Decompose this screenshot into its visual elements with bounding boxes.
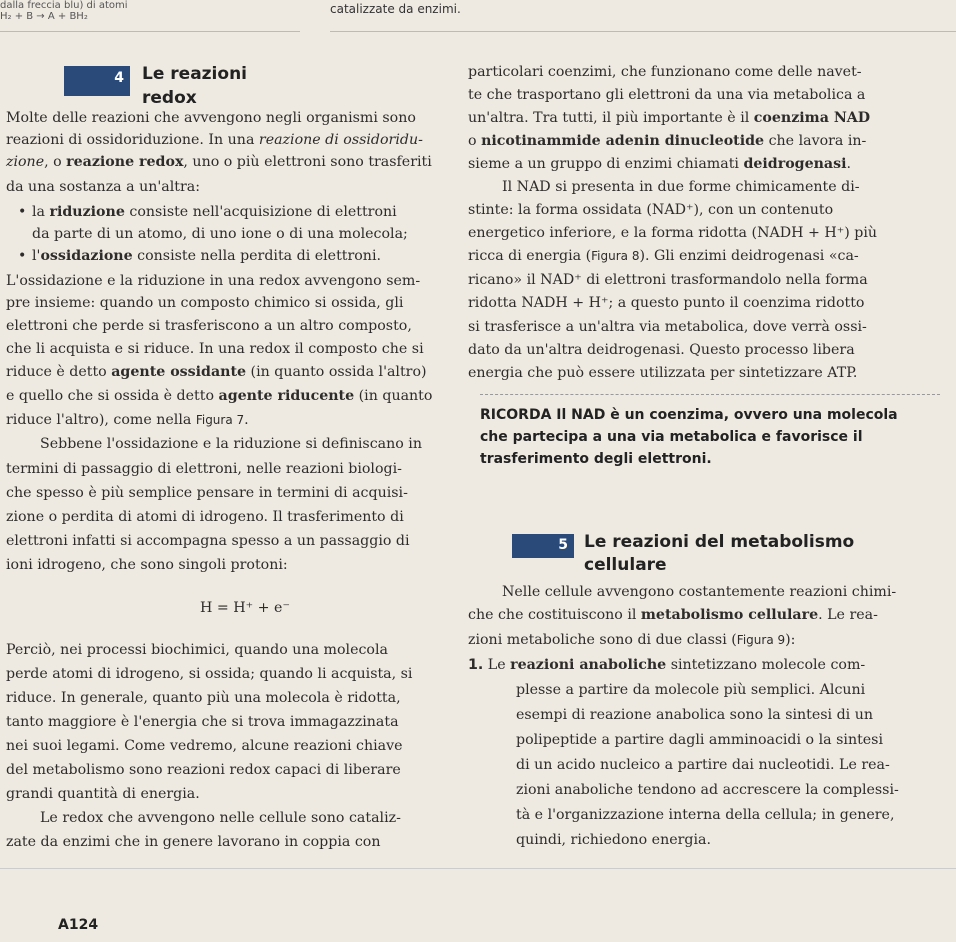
top-left-fragment — [0, 0, 128, 22]
section-number-badge: 4 — [64, 66, 130, 96]
paragraph-line: stinte: la forma ossidata (NAD⁺), con un contenuto — [468, 202, 834, 218]
paragraph-line: e quello che si ossida è detto agente riducente (in quanto — [6, 388, 433, 404]
paragraph-line: ricca di energia (Figura 8). Gli enzimi deidrogenasi «ca- — [468, 248, 859, 264]
paragraph-line: reazioni di ossidoriduzione. In una reazione di ossidoridu- — [6, 132, 423, 148]
paragraph-line: L'ossidazione e la riduzione in una redox avvengono sem- — [6, 273, 421, 289]
section-title-line-2: cellulare — [584, 555, 667, 575]
paragraph-line: Perciò, nei processi biochimici, quando una molecola — [6, 642, 388, 658]
paragraph-line: riduce è detto agente ossidante (in quanto ossida l'altro) — [6, 364, 427, 380]
paragraph-line: particolari coenzimi, che funzionano come delle navet- — [468, 64, 862, 80]
paragraph-line: sieme a un gruppo di enzimi chiamati deidrogenasi. — [468, 156, 852, 172]
section-number-badge: 5 — [512, 534, 574, 558]
bullet-item-ossidazione: • l'ossidazione consiste nella perdita di elettroni. — [18, 246, 381, 268]
paragraph-line: energetico inferiore, e la forma ridotta (NADH + H⁺) più — [468, 225, 878, 241]
paragraph-line: che che costituiscono il metabolismo cellulare. Le rea- — [468, 607, 878, 623]
numbered-item-anaboliche: 1. Le reazioni anaboliche sintetizzano molecole com- — [468, 657, 866, 673]
list-continuation: esempi di reazione anabolica sono la sintesi di un — [516, 707, 873, 723]
footer-divider — [0, 868, 956, 869]
paragraph-line: grandi quantità di energia. — [6, 786, 200, 802]
paragraph-line: Sebbene l'ossidazione e la riduzione si definiscano in — [40, 436, 422, 452]
top-right-fragment: catalizzate da enzimi. — [330, 2, 461, 16]
remember-box-line-1: RICORDA Il NAD è un coenzima, ovvero una molecola — [480, 407, 898, 423]
paragraph-line: riduce. In generale, quanto più una molecola è ridotta, — [6, 690, 401, 706]
figure-reference: Figura 8 — [591, 249, 640, 263]
top-divider-right — [330, 31, 956, 32]
top-left-equation: H₂ + B → A + BH₂ — [0, 11, 88, 22]
remember-box-line-2: che partecipa a una via metabolica e favorisce il — [480, 429, 863, 445]
paragraph-line: dato da un'altra deidrogenasi. Questo processo libera — [468, 342, 855, 358]
paragraph-line: pre insieme: quando un composto chimico si ossida, gli — [6, 295, 404, 311]
paragraph-line: ioni idrogeno, che sono singoli protoni: — [6, 557, 288, 573]
paragraph-line: ridotta NADH + H⁺; a questo punto il coenzima ridotto — [468, 295, 865, 311]
paragraph-line: un'altra. Tra tutti, il più importante è il coenzima NAD — [468, 110, 871, 126]
paragraph-line: del metabolismo sono reazioni redox capaci di liberare — [6, 762, 401, 778]
remember-divider — [480, 394, 940, 395]
paragraph-line: energia che può essere utilizzata per sintetizzare ATP. — [468, 365, 858, 381]
list-continuation: zioni anaboliche tendono ad accrescere la complessi- — [516, 782, 899, 798]
paragraph-line: elettroni infatti si accompagna spesso a un passaggio di — [6, 533, 410, 549]
list-continuation: quindi, richiedono energia. — [516, 832, 711, 848]
remember-box-line-3: trasferimento degli elettroni. — [480, 451, 712, 467]
top-divider-left — [0, 31, 300, 32]
page-number: A124 — [58, 917, 99, 933]
paragraph-line: te che trasportano gli elettroni da una via metabolica a — [468, 87, 866, 103]
top-strip — [0, 0, 956, 38]
paragraph-line: che spesso è più semplice pensare in termini di acquisi- — [6, 485, 408, 501]
paragraph-line: che li acquista e si riduce. In una redox il composto che si — [6, 341, 424, 357]
figure-reference: Figura 7 — [195, 413, 245, 427]
paragraph-line: tanto maggiore è l'energia che si trova immagazzinata — [6, 714, 399, 730]
section-title-line-1: Le reazioni — [142, 64, 247, 84]
paragraph-line: perde atomi di idrogeno, si ossida; quando li acquista, si — [6, 666, 413, 682]
paragraph-line: elettroni che perde si trasferiscono a un altro composto, — [6, 318, 412, 334]
paragraph-line: zate da enzimi che in genere lavorano in coppia con — [6, 834, 381, 850]
paragraph-line: zione o perdita di atomi di idrogeno. Il trasferimento di — [6, 509, 404, 525]
paragraph-line: zioni metaboliche sono di due classi (Figura 9): — [468, 632, 796, 648]
paragraph-line: si trasferisce a un'altra via metabolica, dove verrà ossi- — [468, 319, 867, 335]
list-continuation: plesse a partire da molecole più semplici. Alcuni — [516, 682, 866, 698]
paragraph-line: riduce l'altro), come nella Figura 7. — [6, 412, 249, 428]
list-continuation: di un acido nucleico a partire dai nucleotidi. Le rea- — [516, 757, 890, 773]
paragraph-line: Il NAD si presenta in due forme chimicamente di- — [502, 179, 860, 195]
paragraph-line: Molte delle reazioni che avvengono negli organismi sono — [6, 110, 416, 126]
paragraph-line: da una sostanza a un'altra: — [6, 179, 200, 195]
paragraph-line: Le redox che avvengono nelle cellule sono cataliz- — [40, 810, 401, 826]
paragraph-line: nei suoi legami. Come vedremo, alcune reazioni chiave — [6, 738, 403, 754]
bullet-icon: • — [18, 248, 27, 264]
list-continuation: tà e l'organizzazione interna della cellula; in genere, — [516, 807, 895, 823]
paragraph-line: zione, o reazione redox, uno o più elettroni sono trasferiti — [6, 154, 432, 170]
hydrogen-equation: H = H⁺ + e⁻ — [200, 600, 290, 616]
top-left-line-1: dalla freccia blu) di atomi — [0, 0, 128, 11]
section-title-line-1: Le reazioni del metabolismo — [584, 532, 855, 552]
bullet-icon: • — [18, 204, 27, 220]
section-title-line-2: redox — [142, 88, 197, 108]
list-continuation: polipeptide a partire dagli amminoacidi o la sintesi — [516, 732, 883, 748]
paragraph-line: ricano» il NAD⁺ di elettroni trasformandolo nella forma — [468, 272, 868, 288]
paragraph-line: termini di passaggio di elettroni, nelle reazioni biologi- — [6, 461, 402, 477]
figure-reference: Figura 9 — [736, 633, 786, 647]
paragraph-line: o nicotinammide adenin dinucleotide che lavora in- — [468, 133, 867, 149]
bullet-item-riduzione: • la riduzione consiste nell'acquisizione di elettroni — [18, 202, 397, 224]
paragraph-line: Nelle cellule avvengono costantemente reazioni chimi- — [502, 584, 897, 600]
bullet-continuation: da parte di un atomo, di uno ione o di una molecola; — [32, 226, 408, 242]
